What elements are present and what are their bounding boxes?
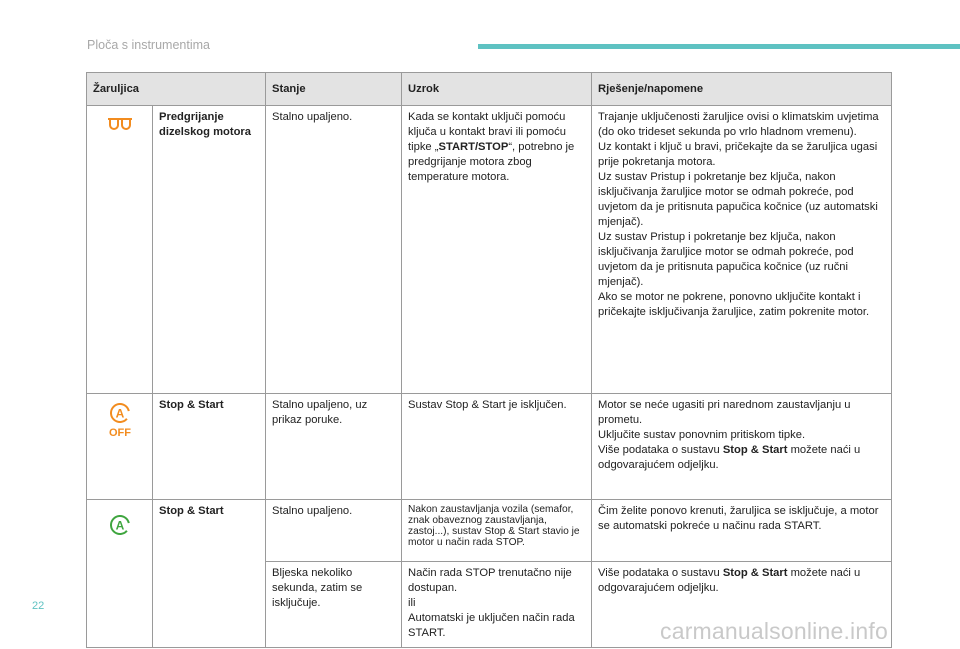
icon-cell (87, 106, 153, 394)
header-notes: Rješenje/napomene (592, 73, 892, 106)
warning-lamps-table (86, 72, 892, 648)
header-cause: Uzrok (402, 73, 592, 106)
cause-cell (402, 106, 592, 394)
cause-cell: Nakon zaustavljanja vozila (semafor, znak obaveznog zaustavljanja, zastoj...), sustav Stop & Start stavio je motor u način rada STOP. (402, 500, 592, 562)
cause-line: Automatski je uključen način rada START. (408, 612, 575, 639)
table-row (87, 106, 892, 394)
note-line: Uključite sustav ponovnim pritiskom tipke. (598, 429, 806, 441)
off-label: OFF (108, 427, 131, 438)
note-more-bold: Stop & Start (722, 567, 788, 579)
note-line: Uz sustav Pristup i pokretanje bez ključa, nakon isključivanja žaruljice motor se odmah pokreće, pod uvjetom da je pritisnuta papučica kočnice (uz automatski mjenjač). (598, 171, 878, 228)
preheat-coil-icon (107, 116, 133, 134)
notes-cell (592, 394, 892, 500)
svg-text:A: A (115, 518, 124, 533)
note-line: Uz sustav Pristup i pokretanje bez ključa, nakon isključivanja žaruljice motor se odmah pokreće, pod uvjetom da je pritisnuta papučica kočnice (uz ručni mjenjač). (598, 231, 854, 288)
note-line: Uz kontakt i ključ u bravi, pričekajte da se žaruljica ugasi prije pokretanja motora. (598, 141, 878, 168)
page-number: 22 (32, 600, 45, 612)
table-header-row (87, 73, 892, 106)
cause-text-bold: START/STOP (438, 141, 509, 153)
table-row (87, 394, 892, 500)
stop-start-active-icon (106, 512, 134, 538)
svg-text:A: A (115, 406, 124, 421)
note-more-post: možete naći u odgovarajućem odjeljku. (598, 444, 861, 471)
header-state: Stanje (266, 73, 402, 106)
watermark: carmanualsonline.info (660, 618, 888, 644)
note-more-pre: Više podataka o sustavu (598, 444, 723, 456)
header-lamp: Žaruljica (87, 73, 266, 106)
icon-cell (87, 394, 153, 500)
note-more-bold: Stop & Start (722, 444, 788, 456)
state-cell: Stalno upaljeno. (266, 500, 402, 562)
cause-cell: Sustav Stop & Start je isključen. (402, 394, 592, 500)
state-cell: Stalno upaljeno, uz prikaz poruke. (266, 394, 402, 500)
stop-start-off-icon (104, 402, 136, 438)
lamp-name: Stop & Start (153, 394, 266, 500)
header-accent-bar (478, 44, 960, 49)
cause-line: ili (408, 597, 416, 609)
note-line (598, 443, 885, 473)
icon-cell (87, 500, 153, 648)
lamp-name: Stop & Start (153, 500, 266, 648)
note-more-pre: Više podataka o sustavu (598, 567, 723, 579)
state-cell: Bljeska nekoliko sekunda, zatim se isključuje. (266, 562, 402, 648)
notes-cell: Čim želite ponovo krenuti, žaruljica se isključuje, a motor se automatski pokreće u načinu rada START. (592, 500, 892, 562)
lamp-name: Predgrijanje dizelskog motora (153, 106, 266, 394)
notes-cell (592, 106, 892, 394)
state-cell: Stalno upaljeno. (266, 106, 402, 394)
cause-text-pre: Kada se kontakt uključi pomoću ključa u kontakt bravi ili pomoću tipke „ (408, 111, 566, 153)
page-header-title: Ploča s instrumentima (87, 38, 210, 52)
note-more-post: možete naći u odgovarajućem odjeljku. (598, 567, 861, 594)
note-line: Motor se neće ugasiti pri narednom zaustavljanju u prometu. (598, 399, 851, 426)
cause-cell (402, 562, 592, 648)
table-row (87, 500, 892, 562)
note-line: Ako se motor ne pokrene, ponovno uključite kontakt i pričekajte isključivanja žaruljice, zatim pokrenite motor. (598, 291, 870, 318)
cause-line: Način rada STOP trenutačno nije dostupan. (408, 567, 572, 594)
cause-text-post: “, potrebno je predgrijanje motora zbog temperature motora. (408, 141, 575, 183)
note-line: Trajanje uključenosti žaruljice ovisi o klimatskim uvjetima (do oko trideset sekunda po vrlo hladnom vremenu). (598, 111, 879, 138)
